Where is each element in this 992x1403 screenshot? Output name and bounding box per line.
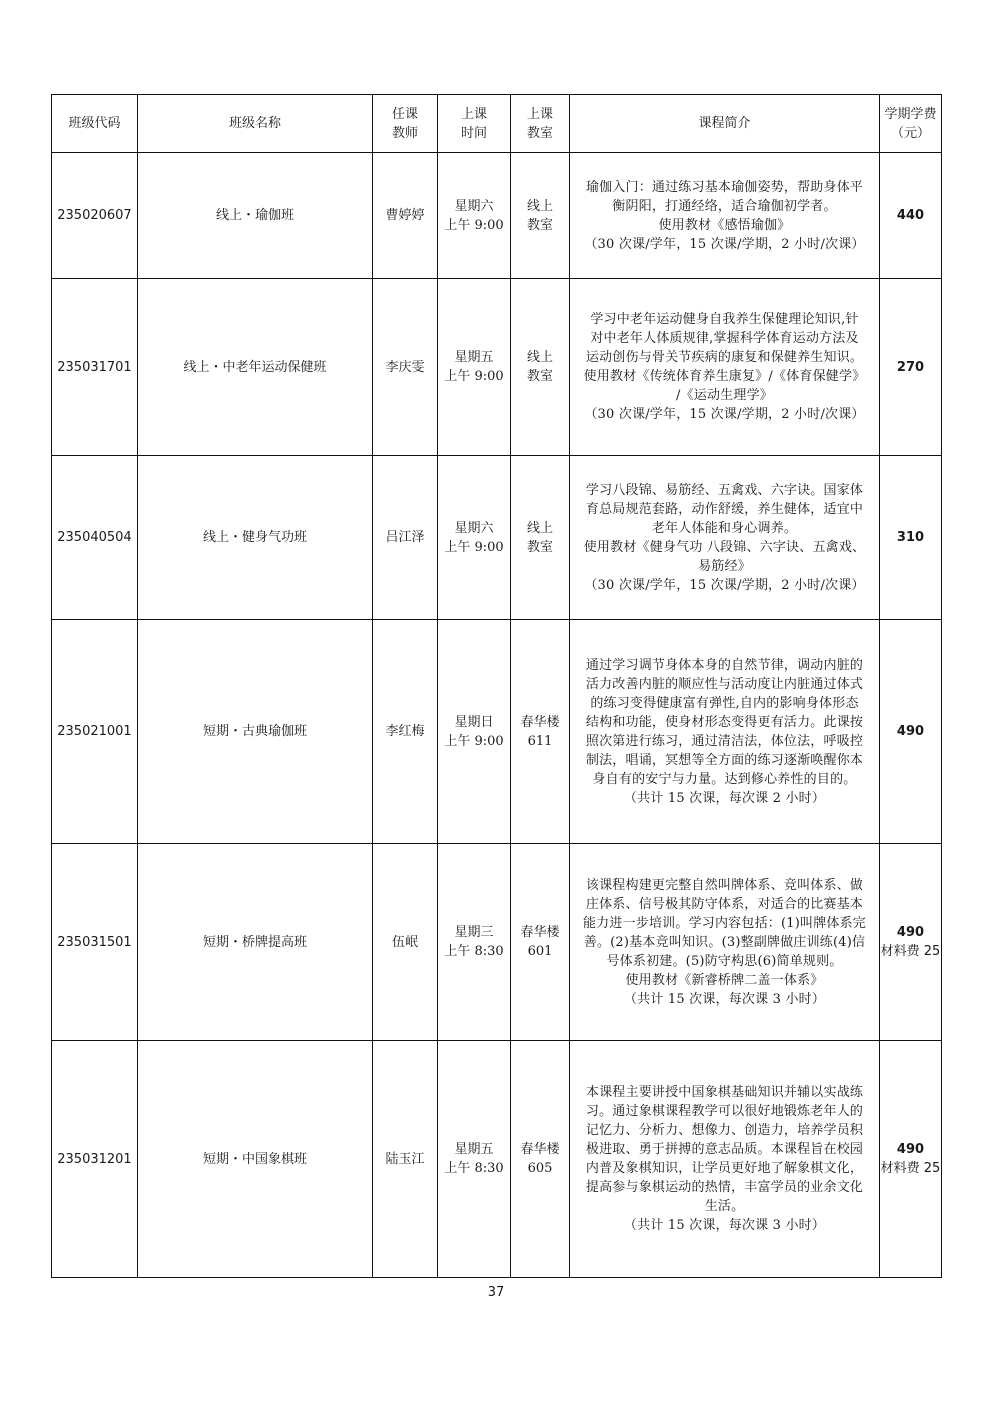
classroom-number: 教室 xyxy=(526,369,553,384)
classroom xyxy=(511,1041,570,1278)
classroom-number: 教室 xyxy=(526,217,553,233)
class-code: 235031201 xyxy=(52,1041,138,1278)
class-day: 星期五 xyxy=(454,1142,494,1157)
intro-line: 极进取、勇于拼搏的意志品质。本课程旨在校园 xyxy=(585,1142,864,1157)
tuition-fee xyxy=(880,153,942,279)
tuition-fee xyxy=(880,1041,942,1278)
class-name: 短期・古典瑜伽班 xyxy=(138,620,373,844)
course-table xyxy=(51,94,942,1278)
class-name: 线上・健身气功班 xyxy=(138,456,373,620)
class-day: 星期三 xyxy=(454,925,494,940)
course-intro xyxy=(570,153,880,279)
header-name: 班级名称 xyxy=(138,95,373,153)
teacher-name: 吕江泽 xyxy=(373,456,438,620)
table-row xyxy=(52,279,942,456)
intro-line: 提高参与象棋运动的热情，丰富学员的业余文化 xyxy=(585,1180,864,1195)
tuition-fee xyxy=(880,456,942,620)
intro-line: （30 次课/学年，15 次课/学期，2 小时/次课） xyxy=(584,577,865,593)
class-hour: 上午 9:00 xyxy=(444,539,504,555)
intro-line: 通过学习调节身体本身的自然节律，调动内脏的 xyxy=(585,657,864,673)
intro-line: 使用教材《感悟瑜伽》 xyxy=(658,217,791,233)
class-hour: 上午 9:00 xyxy=(444,733,504,749)
intro-line: （共计 15 次课，每次课 2 小时） xyxy=(623,790,826,806)
header-time: 上课 时间 xyxy=(438,95,511,153)
course-intro xyxy=(570,279,880,456)
intro-line: 易筋经》 xyxy=(698,558,751,574)
class-code: 235020607 xyxy=(52,153,138,279)
material-fee: 材料费 25 xyxy=(880,944,941,959)
class-time xyxy=(438,844,511,1041)
course-intro xyxy=(570,1041,880,1278)
teacher-name: 李庆雯 xyxy=(373,279,438,456)
intro-line: 学习中老年运动健身自我养生保健理论知识,针 xyxy=(590,312,859,327)
intro-line: 照次第进行练习，通过清洁法，体位法，呼吸控 xyxy=(585,733,864,749)
table-row xyxy=(52,1041,942,1278)
intro-line: 运动创伤与骨关节疾病的康复和保健养生知识。 xyxy=(585,350,864,365)
teacher-name: 李红梅 xyxy=(373,620,438,844)
page-number: 37 xyxy=(487,1285,505,1300)
teacher-name: 曹婷婷 xyxy=(373,153,438,279)
class-hour: 上午 8:30 xyxy=(444,944,504,959)
classroom xyxy=(511,456,570,620)
class-day: 星期日 xyxy=(454,714,494,730)
intro-line: 号体系初建。(5)防守构思(6)简单规则。 xyxy=(606,953,843,969)
intro-line: 的练习变得健康富有弹性,自内的影响身体形态 xyxy=(590,695,859,711)
header-intro: 课程简介 xyxy=(570,95,880,153)
course-intro xyxy=(570,456,880,620)
intro-line: 善。(2)基本竞叫知识。(3)整副牌做庄训练(4)信 xyxy=(583,934,866,950)
fee-amount: 490 xyxy=(896,1142,925,1157)
class-time xyxy=(438,1041,511,1278)
classroom-building: 春华楼 xyxy=(520,925,560,940)
intro-line: 结构和功能，使身材形态变得更有活力。此课按 xyxy=(585,714,864,730)
intro-line: /《运动生理学》 xyxy=(676,388,773,403)
header-code: 班级代码 xyxy=(52,95,138,153)
classroom-number: 611 xyxy=(527,733,553,749)
classroom xyxy=(511,844,570,1041)
intro-line: （共计 15 次课，每次课 3 小时） xyxy=(623,991,826,1007)
intro-line: 内普及象棋知识，让学员更好地了解象棋文化， xyxy=(585,1161,864,1176)
intro-line: （共计 15 次课，每次课 3 小时） xyxy=(623,1218,826,1233)
intro-line: 能力进一步培训。学习内容包括：(1)叫牌体系完 xyxy=(582,915,866,931)
class-code: 235021001 xyxy=(52,620,138,844)
intro-line: （30 次课/学年，15 次课/学期，2 小时/次课） xyxy=(584,407,865,422)
classroom xyxy=(511,279,570,456)
table-row xyxy=(52,153,942,279)
intro-line: 衡阴阳，打通经络，适合瑜伽初学者。 xyxy=(612,198,837,214)
classroom-building: 线上 xyxy=(526,350,553,365)
classroom-number: 601 xyxy=(527,944,553,959)
intro-line: 学习八段锦、易筋经、五禽戏、六字诀。国家体 xyxy=(585,482,864,498)
table-row xyxy=(52,620,942,844)
class-time xyxy=(438,456,511,620)
header-room: 上课 教室 xyxy=(511,95,570,153)
intro-line: 育总局规范套路，动作舒缓，养生健体，适宜中 xyxy=(585,501,864,517)
class-code: 235031701 xyxy=(52,279,138,456)
fee-amount: 440 xyxy=(896,208,925,223)
class-day: 星期六 xyxy=(454,520,494,536)
intro-line: 对中老年人体质规律,掌握科学体育运动方法及 xyxy=(590,331,859,346)
intro-line: 本课程主要讲授中国象棋基础知识并辅以实战练 xyxy=(585,1085,864,1100)
class-hour: 上午 9:00 xyxy=(444,369,504,384)
class-code: 235031501 xyxy=(52,844,138,1041)
fee-amount: 490 xyxy=(896,724,925,739)
classroom xyxy=(511,620,570,844)
intro-line: 活力改善内脏的顺应性与活动度让内脏通过体式 xyxy=(585,676,864,692)
intro-line: 身自有的安宁与力量。达到修心养性的目的。 xyxy=(592,771,857,787)
intro-line: 老年人体能和身心调养。 xyxy=(651,520,798,536)
classroom-building: 春华楼 xyxy=(520,1142,560,1157)
tuition-fee xyxy=(880,279,942,456)
fee-amount: 270 xyxy=(896,359,925,375)
class-day: 星期六 xyxy=(454,198,494,214)
class-code: 235040504 xyxy=(52,456,138,620)
classroom-building: 春华楼 xyxy=(520,714,560,730)
intro-line: 使用教材《健身气功 八段锦、六字诀、五禽戏、 xyxy=(583,539,866,555)
classroom-building: 线上 xyxy=(526,520,553,536)
class-name: 短期・中国象棋班 xyxy=(138,1041,373,1278)
course-intro xyxy=(570,844,880,1041)
intro-line: 瑜伽入门：通过练习基本瑜伽姿势，帮助身体平 xyxy=(585,179,864,195)
class-name: 线上・瑜伽班 xyxy=(138,153,373,279)
intro-line: 庄体系、信号极其防守体系，对适合的比赛基本 xyxy=(585,896,864,912)
class-name: 短期・桥牌提高班 xyxy=(138,844,373,1041)
material-fee: 材料费 25 xyxy=(880,1161,941,1176)
intro-line: 使用教材《新睿桥牌二盖一体系》 xyxy=(625,972,824,988)
class-name: 线上・中老年运动保健班 xyxy=(138,279,373,456)
table-row xyxy=(52,456,942,620)
teacher-name: 伍岷 xyxy=(373,844,438,1041)
class-time xyxy=(438,153,511,279)
class-day: 星期五 xyxy=(454,350,494,365)
intro-line: 生活。 xyxy=(704,1199,745,1214)
intro-line: 该课程构建更完整自然叫牌体系、竞叫体系、做 xyxy=(585,877,864,893)
classroom-number: 605 xyxy=(527,1161,553,1176)
tuition-fee xyxy=(880,620,942,844)
class-hour: 上午 8:30 xyxy=(444,1161,504,1176)
teacher-name: 陆玉江 xyxy=(373,1041,438,1278)
table-header-row xyxy=(52,95,942,153)
classroom-number: 教室 xyxy=(526,539,553,555)
fee-amount: 310 xyxy=(896,530,925,545)
fee-amount: 490 xyxy=(896,925,925,940)
intro-line: 记忆力、分析力、想像力、创造力，培养学员积 xyxy=(585,1123,864,1138)
intro-line: （30 次课/学年，15 次课/学期，2 小时/次课） xyxy=(584,236,865,252)
intro-line: 使用教材《传统体育养生康复》/《体育保健学》 xyxy=(583,369,866,384)
tuition-fee xyxy=(880,844,942,1041)
class-time xyxy=(438,279,511,456)
intro-line: 制法，唱诵，冥想等全方面的练习逐渐唤醒你本 xyxy=(585,752,864,768)
class-time xyxy=(438,620,511,844)
header-teacher: 任课 教师 xyxy=(373,95,438,153)
class-hour: 上午 9:00 xyxy=(444,217,504,233)
intro-line: 习。通过象棋课程教学可以很好地锻炼老年人的 xyxy=(585,1104,864,1119)
table-row xyxy=(52,844,942,1041)
course-intro xyxy=(570,620,880,844)
classroom-building: 线上 xyxy=(526,198,553,214)
header-fee: 学期学费 （元） xyxy=(880,95,942,153)
classroom xyxy=(511,153,570,279)
